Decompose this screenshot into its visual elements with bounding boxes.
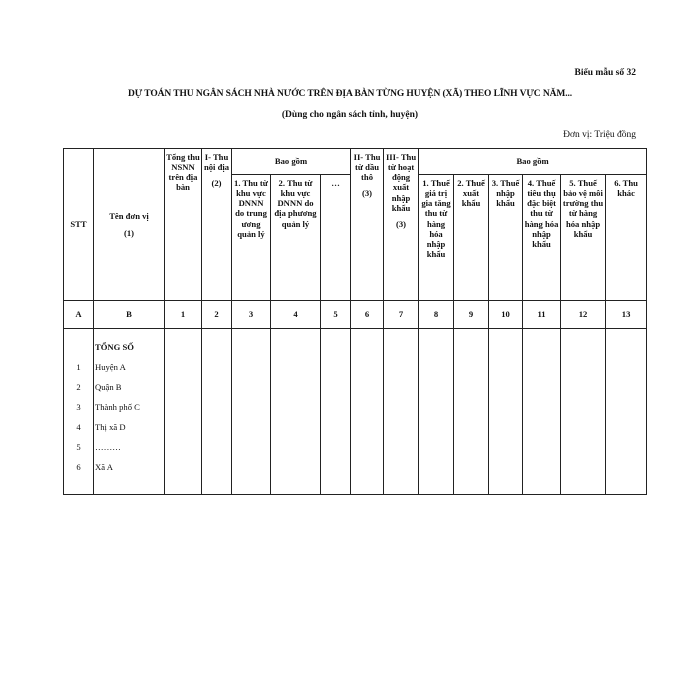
- table-body-row: [64, 329, 647, 495]
- empty-cell: [523, 329, 561, 495]
- unit-name-cell: ………: [95, 442, 121, 452]
- code-cell: B: [94, 301, 165, 329]
- header-import-tax: 3. Thuế nhập khẩu: [489, 175, 523, 301]
- header-special-tax: 4. Thuế tiêu thụ đặc biệt thu từ hàng hóa nhập khẩu: [523, 175, 561, 301]
- code-cell: A: [64, 301, 94, 329]
- code-cell: 12: [561, 301, 606, 329]
- document-subtitle: (Dùng cho ngân sách tỉnh, huyện): [281, 110, 419, 120]
- empty-cell: [232, 329, 271, 495]
- code-cell: 10: [489, 301, 523, 329]
- empty-cell: [271, 329, 321, 495]
- unit-name-cell: Quận B: [95, 382, 122, 392]
- code-cell: 2: [202, 301, 232, 329]
- header-more: …: [321, 175, 351, 301]
- empty-cell: [561, 329, 606, 495]
- header-unit-name: Tên đơn vị (1): [94, 149, 165, 301]
- code-cell: 6: [351, 301, 384, 329]
- unit-name-cell: Xã A: [95, 462, 113, 472]
- column-codes-row: [64, 301, 647, 329]
- empty-cell: [165, 329, 202, 495]
- empty-cell: [351, 329, 384, 495]
- budget-table: [63, 148, 647, 495]
- code-cell: 9: [454, 301, 489, 329]
- header-vat-import: 1. Thuế giá trị gia tăng thu từ hàng hóa nhập khẩu: [419, 175, 454, 301]
- code-cell: 13: [606, 301, 647, 329]
- header-stt: STT: [64, 149, 94, 301]
- stt-cell: 4: [76, 422, 81, 432]
- stt-cell: 2: [76, 382, 81, 392]
- code-cell: 5: [321, 301, 351, 329]
- empty-cell: [384, 329, 419, 495]
- empty-cell: [419, 329, 454, 495]
- empty-cell: [202, 329, 232, 495]
- stt-cell: 3: [76, 402, 81, 412]
- code-cell: 1: [165, 301, 202, 329]
- stt-cell: 6: [76, 462, 81, 472]
- code-cell: 4: [271, 301, 321, 329]
- unit-name-cell: Huyện A: [95, 362, 126, 372]
- code-cell: 7: [384, 301, 419, 329]
- header-export-tax: 2. Thuế xuất khẩu: [454, 175, 489, 301]
- header-total-revenue: Tổng thu NSNN trên địa bàn: [165, 149, 202, 301]
- header-other-revenue: 6. Thu khác: [606, 175, 647, 301]
- unit-label: Đơn vị: Triệu đồng: [563, 130, 636, 140]
- form-number: Biểu mẫu số 32: [574, 68, 636, 78]
- header-environment-tax: 5. Thuế bảo vệ môi trường thu từ hàng hóa nhập khẩu: [561, 175, 606, 301]
- code-cell: 11: [523, 301, 561, 329]
- empty-cell: [489, 329, 523, 495]
- unit-name-cell: Thành phố C: [95, 402, 140, 412]
- code-cell: 8: [419, 301, 454, 329]
- document-title: DỰ TOÁN THU NGÂN SÁCH NHÀ NƯỚC TRÊN ĐỊA BÀN TỪNG HUYỆN (XÃ) THEO LĨNH VỰC NĂM...: [127, 89, 573, 99]
- stt-cell: 1: [76, 362, 81, 372]
- unit-name-cell: Thị xã D: [95, 422, 126, 432]
- stt-column: [64, 329, 94, 495]
- header-local-soe: 2. Thu từ khu vực DNNN do địa phương quản lý: [271, 175, 321, 301]
- header-crude-oil: II- Thu từ dầu thô (3): [351, 149, 384, 301]
- empty-cell: [606, 329, 647, 495]
- empty-cell: [321, 329, 351, 495]
- stt-cell: 5: [76, 442, 81, 452]
- header-central-soe: 1. Thu từ khu vực DNNN do trung ương quản lý: [232, 175, 271, 301]
- header-including-2: Bao gồm: [419, 149, 647, 175]
- code-cell: 3: [232, 301, 271, 329]
- header-import-export: III- Thu từ hoạt động xuất nhập khẩu (3): [384, 149, 419, 301]
- header-domestic-revenue: I- Thu nội địa (2): [202, 149, 232, 301]
- total-label: TỔNG SỐ: [95, 342, 134, 352]
- unit-name-column: [94, 329, 165, 495]
- empty-cell: [454, 329, 489, 495]
- header-including-1: Bao gồm: [232, 149, 351, 175]
